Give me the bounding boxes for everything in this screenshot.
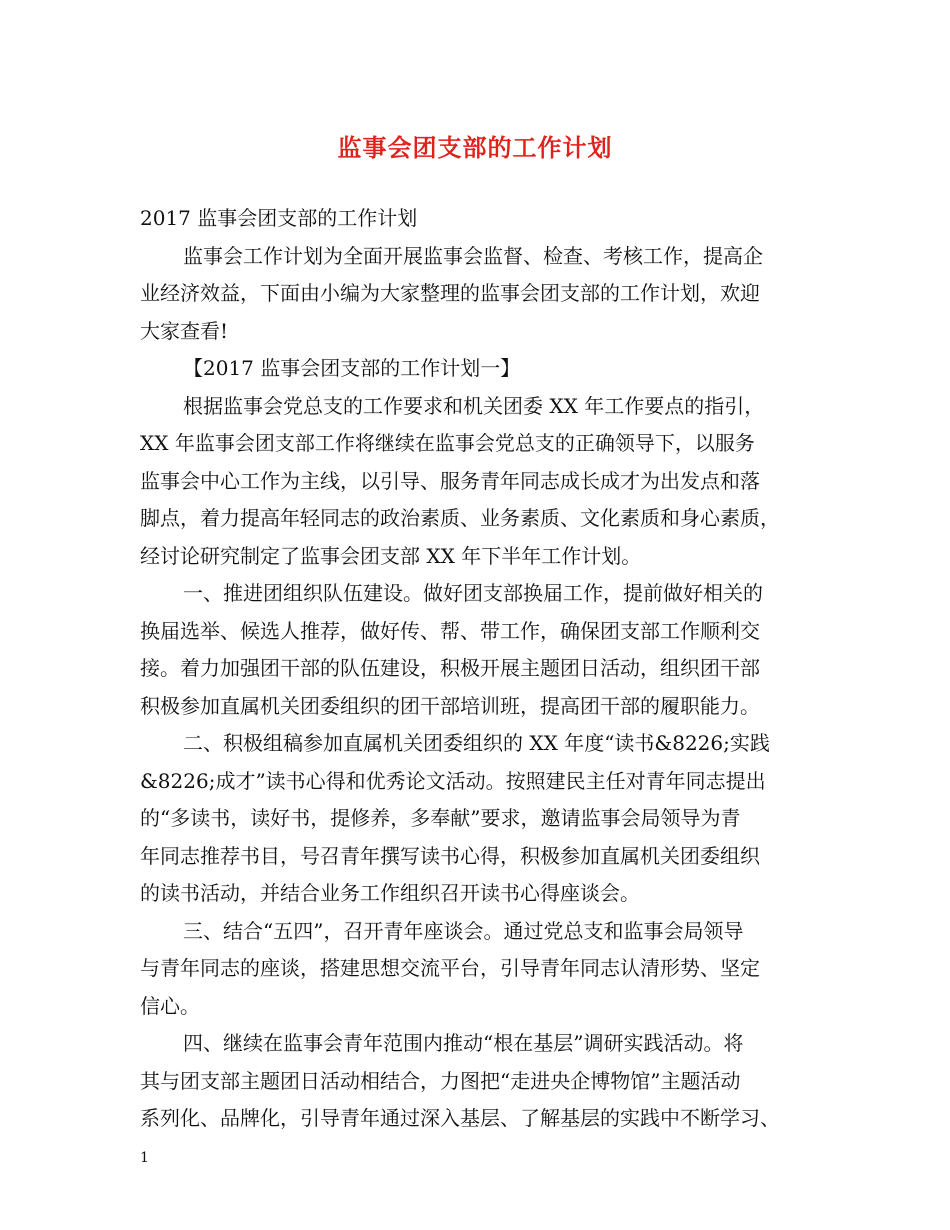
text-line: 业经济效益，下面由小编为大家整理的监事会团支部的工作计划，欢迎 (140, 281, 760, 305)
document-title: 监事会团支部的工作计划 (337, 133, 613, 162)
text-line: 一、推进团组织队伍建设。做好团支部换届工作，提前做好相关的 (183, 581, 763, 605)
text-line: 的读书活动，并结合业务工作组织召开读书心得座谈会。 (140, 881, 640, 905)
text-line: &8226;成才”读书心得和优秀论文活动。按照建民主任对青年同志提出 (140, 768, 766, 793)
text-line: 的“多读书，读好书，提修养，多奉献”要求，邀请监事会局领导为青 (140, 806, 741, 830)
text-line: XX 年监事会团支部工作将继续在监事会党总支的正确领导下，以服务 (140, 431, 755, 455)
text-line: 【2017 监事会团支部的工作计划一】 (183, 356, 521, 380)
text-line: 信心。 (140, 993, 200, 1018)
text-line: 大家查看! (140, 318, 229, 343)
text-line: 经讨论研究制定了监事会团支部 XX 年下半年工作计划。 (140, 543, 642, 568)
text-line: 二、积极组稿参加直属机关团委组织的 XX 年度“读书&8226;实践 (183, 731, 770, 755)
text-line: 年同志推荐书目，号召青年撰写读书心得，积极参加直属机关团委组织 (140, 843, 760, 868)
text-line: 与青年同志的座谈，搭建思想交流平台，引导青年同志认清形势、坚定 (140, 956, 760, 980)
text-line: 脚点，着力提高年轻同志的政治素质、业务素质、文化素质和身心素质， (140, 506, 780, 530)
text-line: 系列化、品牌化，引导青年通过深入基层、了解基层的实践中不断学习、 (140, 1106, 780, 1130)
text-line: 积极参加直属机关团委组织的团干部培训班，提高团干部的履职能力。 (140, 693, 760, 718)
text-line: 2017 监事会团支部的工作计划 (140, 206, 418, 230)
text-line: 接。着力加强团干部的队伍建设，积极开展主题团日活动，组织团干部 (140, 656, 760, 680)
page-number: 1 (140, 1150, 149, 1166)
text-line: 其与团支部主题团日活动相结合，力图把“走进央企博物馆”主题活动 (140, 1068, 741, 1093)
document-body (140, 200, 822, 1138)
text-line: 换届选举、候选人推荐，做好传、帮、带工作，确保团支部工作顺利交 (140, 618, 760, 643)
text-line: 监事会中心工作为主线，以引导、服务青年同志成长成才为出发点和落 (140, 468, 760, 493)
text-line: 四、继续在监事会青年范围内推动“根在基层”调研实践活动。将 (183, 1031, 744, 1055)
text-line: 三、结合“五四”，召开青年座谈会。通过党总支和监事会局领导 (183, 918, 744, 943)
text-line: 根据监事会党总支的工作要求和机关团委 XX 年工作要点的指引， (183, 393, 765, 418)
text-line: 监事会工作计划为全面开展监事会监督、检查、考核工作，提高企 (183, 243, 763, 268)
